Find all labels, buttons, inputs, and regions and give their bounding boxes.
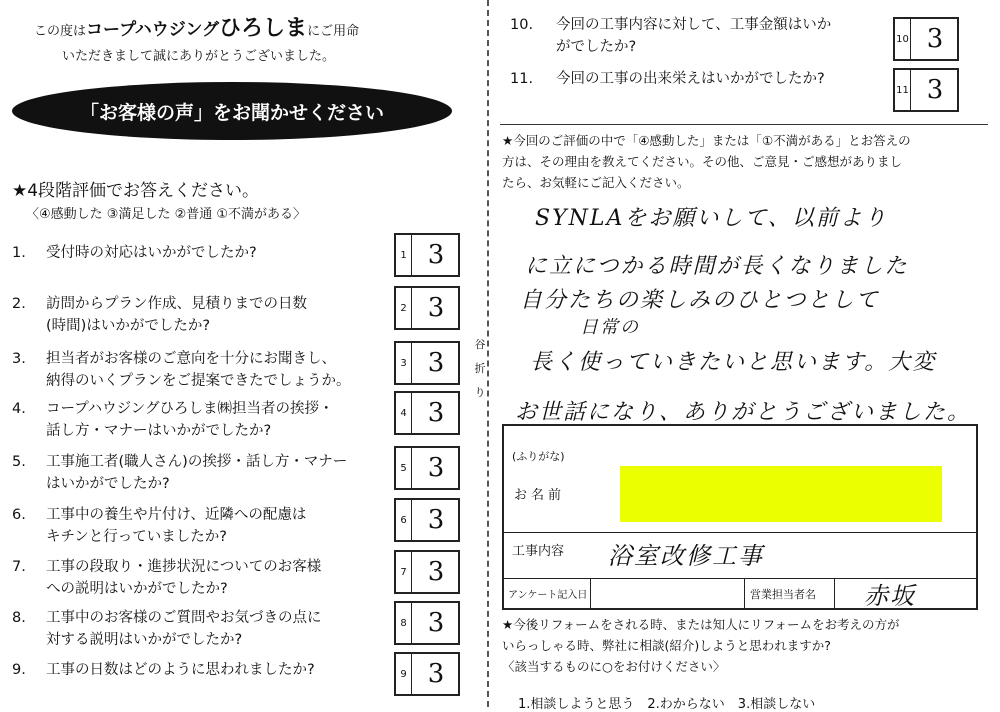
answer-box: [394, 550, 460, 594]
question-number: 6.: [12, 507, 26, 523]
question-row: [12, 451, 392, 495]
work-label: 工事内容: [512, 544, 565, 559]
question-row: [12, 242, 392, 264]
referral-options: 1.相談しようと思う 2.わからない 3.相談しない: [518, 697, 816, 712]
question-text: への説明はいかがでしたか?: [46, 581, 228, 597]
company-region: ひろしま: [219, 16, 308, 41]
furigana-label: (ふりがな): [512, 450, 565, 463]
question-text: 話し方・マナーはいかがでしたか?: [46, 423, 272, 439]
question-text: 担当者がお客様のご意向を十分にお聞きし、: [46, 351, 336, 367]
answer-box-number: 4: [396, 393, 412, 433]
answer-box: [394, 233, 460, 277]
col-line: [744, 578, 745, 608]
divider-top: [500, 124, 988, 125]
question-row: [510, 68, 890, 90]
question-row: [12, 293, 392, 337]
question-text: 工事中の養生や片付け、近隣への配慮は: [46, 507, 307, 523]
handwritten-line: 長く使っていきたいと思います。大変: [530, 350, 937, 375]
referral-line: ★今後リフォームをされる時、または知人にリフォームをお考えの方が: [502, 617, 900, 632]
answer-value: 3: [926, 24, 944, 54]
answer-box: [394, 286, 460, 330]
question-row: [12, 398, 392, 442]
intro-post: にご用命: [307, 24, 360, 39]
name-label: お名前: [514, 488, 566, 503]
question-text: 訪問からプラン作成、見積りまでの日数: [46, 296, 307, 312]
answer-box-number: 7: [396, 552, 412, 592]
question-row: [510, 14, 890, 58]
question-text: 工事施工者(職人さん)の挨拶・話し方・マナー: [46, 454, 348, 470]
question-text: キチンと行っていましたか?: [46, 529, 227, 545]
answer-box: [394, 391, 460, 435]
intro-line-2: いただきまして誠にありがとうございました。: [62, 49, 336, 64]
row-line: [504, 532, 976, 533]
question-number: 3.: [12, 351, 26, 367]
question-text: がでしたか?: [556, 39, 637, 55]
answer-value: 3: [427, 557, 445, 587]
customer-info-table: [502, 424, 978, 610]
question-number: 7.: [12, 559, 26, 575]
answer-value: 3: [427, 348, 445, 378]
question-text: 今回の工事の出来栄えはいかがでしたか?: [556, 71, 825, 87]
answer-box: [394, 498, 460, 542]
company-name: コープハウジング: [86, 20, 220, 40]
answer-box-number: 10: [895, 19, 911, 59]
answer-value: 3: [427, 659, 445, 689]
answer-box-number: 1: [396, 235, 412, 275]
answer-value: 3: [926, 75, 944, 105]
answer-box-number: 8: [396, 603, 412, 643]
question-text: 納得のいくプランをご提案できたでしょうか。: [46, 373, 351, 389]
answer-value: 3: [427, 608, 445, 638]
work-value: 浴室改修工事: [608, 542, 764, 570]
question-row: [12, 659, 392, 681]
comment-prompt-line: 方は、その理由を教えてください。その他、ご意見・ご感想がありまし: [502, 154, 903, 169]
intro-line-1: [34, 18, 359, 42]
question-number: 2.: [12, 296, 26, 312]
answer-value: 3: [427, 240, 445, 270]
answer-value: 3: [427, 453, 445, 483]
col-line: [590, 578, 591, 608]
handwritten-insert: 日常の: [580, 317, 640, 338]
rating-title: ★4段階評価でお答えください。: [12, 181, 260, 201]
referral-line: いらっしゃる時、弊社に相談(紹介)しようと思われますか?: [502, 638, 831, 653]
rating-legend: 〈④感動した ③満足した ②普通 ①不満がある〉: [26, 207, 307, 222]
handwritten-line: 自分たちの楽しみのひとつとして: [520, 288, 880, 313]
answer-value: 3: [427, 293, 445, 323]
question-number: 8.: [12, 610, 26, 626]
answer-box: [893, 68, 959, 112]
question-number: 5.: [12, 454, 26, 470]
referral-line: 〈該当するものに○をお付けください〉: [502, 659, 726, 674]
name-redaction: [620, 466, 942, 522]
staff-label: 営業担当者名: [750, 588, 816, 601]
question-number: 11.: [510, 71, 534, 87]
intro-pre: この度は: [34, 24, 87, 39]
question-row: [12, 556, 392, 600]
comment-prompt: [502, 130, 911, 193]
voice-banner: 「お客様の声」をお聞かせください: [12, 82, 452, 140]
question-row: [12, 607, 392, 651]
answer-box-number: 11: [895, 70, 911, 110]
handwritten-line: お世話になり、ありがとうございました。: [515, 400, 972, 425]
answer-box: [394, 601, 460, 645]
handwritten-line: SYNLAをお願いして、以前より: [535, 206, 888, 231]
question-number: 10.: [510, 17, 534, 33]
question-text: 工事の日数はどのように思われましたか?: [46, 662, 315, 678]
question-number: 4.: [12, 401, 26, 417]
question-number: 1.: [12, 245, 26, 261]
answer-box-number: 3: [396, 343, 412, 383]
question-text: (時間)はいかがでしたか?: [46, 318, 211, 334]
question-text: 工事中のお客様のご質問やお気づきの点に: [46, 610, 322, 626]
question-text: 対する説明はいかがでしたか?: [46, 632, 243, 648]
answer-box-number: 5: [396, 448, 412, 488]
staff-value: 赤坂: [864, 582, 916, 610]
handwritten-line: に立につかる時間が長くなりました: [525, 254, 909, 279]
question-text: コープハウジングひろしま㈱担当者の挨拶・: [46, 401, 334, 417]
question-text: 工事の段取り・進捗状況についてのお客様: [46, 559, 322, 575]
question-number: 9.: [12, 662, 26, 678]
question-row: [12, 504, 392, 548]
fold-label: 谷 折 り: [474, 338, 486, 399]
answer-box: [394, 652, 460, 696]
question-text: 今回の工事内容に対して、工事金額はいか: [556, 17, 832, 33]
fold-line: [487, 0, 489, 707]
col-line: [834, 578, 835, 608]
answer-box-number: 6: [396, 500, 412, 540]
referral-question: [502, 614, 899, 677]
question-text: はいかがでしたか?: [46, 476, 170, 492]
answer-box: [394, 341, 460, 385]
answer-box-number: 9: [396, 654, 412, 694]
comment-prompt-line: ★今回のご評価の中で「④感動した」または「①不満がある」とお答えの: [502, 133, 911, 148]
answer-value: 3: [427, 398, 445, 428]
question-text: 受付時の対応はいかがでしたか?: [46, 245, 257, 261]
answer-value: 3: [427, 505, 445, 535]
survey-date-label: アンケート記入日: [508, 590, 588, 601]
comment-prompt-line: たら、お気軽にご記入ください。: [502, 175, 690, 190]
answer-box: [394, 446, 460, 490]
answer-box-number: 2: [396, 288, 412, 328]
answer-box: [893, 17, 959, 61]
question-row: [12, 348, 392, 392]
